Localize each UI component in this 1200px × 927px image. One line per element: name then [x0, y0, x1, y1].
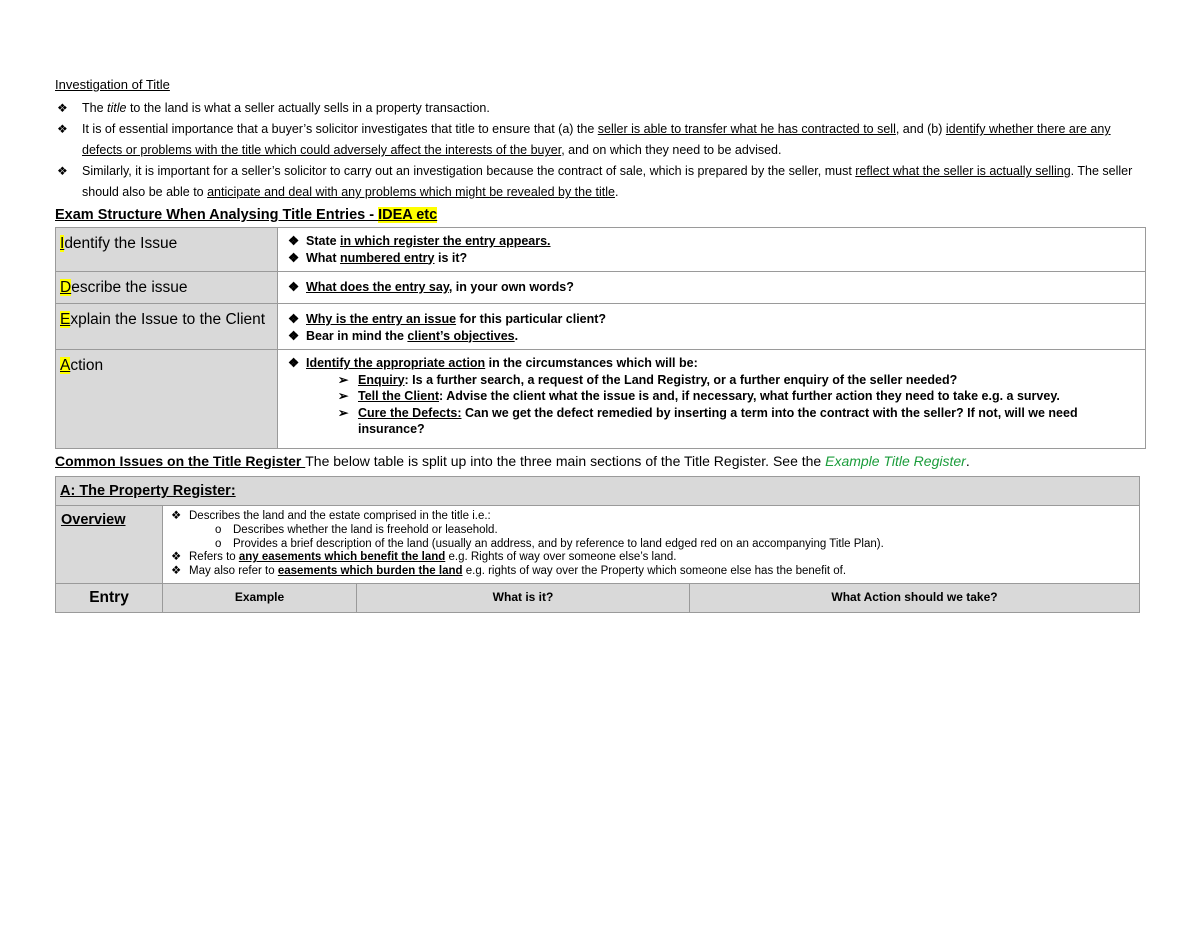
diamond-bullet-icon: ❖: [288, 356, 300, 370]
overview-content: ❖ Describes the land and the estate comprised in the title i.e.: o Describes whether the land is freehold or leasehold. o Provides a brief description of the land (usually an address, and by reference to land edged red on an accompanying Title Plan). ❖ Refers to any easements which benefit the land e.g. Rights of way over someone else’s land. ❖ May also refer to easements which burden the land e.g. rights of way over the Property which someone else has the benefit of.: [163, 506, 1140, 584]
investigation-title: Investigation of Title: [55, 77, 170, 92]
arrow-bullet-icon: ➢: [338, 389, 349, 403]
diamond-bullet-icon: ❖: [288, 250, 300, 265]
circle-bullet-icon: o: [215, 537, 222, 550]
overview-label: Overview: [56, 506, 163, 584]
column-header-action: What Action should we take?: [690, 583, 1140, 612]
property-register-header: A: The Property Register:: [56, 477, 1140, 506]
row-content-describe: ❖ What does the entry say, in your own words?: [278, 272, 1146, 304]
example-title-register-link[interactable]: Example Title Register: [825, 453, 966, 469]
table-row: [56, 272, 1146, 304]
bullet-item: ❖ It is of essential importance that a buyer’s solicitor investigates that title to ensure that (a) the seller is able to transfer what he has contracted to sell, and (b) identify whether there are any defects or problems with the title which could adversely affect the interests of the buyer, and on which they need to be advised.: [55, 119, 1147, 161]
row-content-explain: ❖ Why is the entry an issue for this particular client? ❖ Bear in mind the client’s objectives.: [278, 304, 1146, 350]
diamond-bullet-icon: ❖: [57, 122, 68, 136]
diamond-bullet-icon: ❖: [288, 328, 300, 343]
row-content-identify: ❖ State in which register the entry appears. ❖ What numbered entry is it?: [278, 228, 1146, 272]
document-page: [55, 76, 1147, 613]
row-label-describe: Describe the issue: [56, 272, 278, 304]
table-row: [56, 477, 1140, 506]
diamond-bullet-icon: ❖: [171, 551, 182, 564]
diamond-bullet-icon: ❖: [57, 164, 68, 178]
common-issues-line: Common Issues on the Title Register The below table is split up into the three main sections of the Title Register. See the Example Title Register.: [55, 453, 970, 469]
row-content-action: ❖ Identify the appropriate action in the circumstances which will be: ➢ Enquiry: Is a further search, a request of the Land Registry, or a further enquiry of the seller needed? ➢ Tell the Client: Advise the client what the issue is and, if necessary, what further action they need to take e.g. a survey. ➢ Cure the Defects: Can we get the defect remedied by inserting a term into the contract with the seller? If not, will we need insurance?: [278, 350, 1146, 449]
table-row: [56, 228, 1146, 272]
table-row: [56, 583, 1140, 612]
column-header-example: Example: [163, 583, 357, 612]
table-row: [56, 506, 1140, 584]
diamond-bullet-icon: ❖: [288, 312, 300, 326]
diamond-bullet-icon: ❖: [288, 280, 300, 294]
row-label-identify: Identify the Issue: [56, 228, 278, 272]
idea-table: [55, 227, 1146, 449]
row-label-explain: Explain the Issue to the Client: [56, 304, 278, 350]
diamond-bullet-icon: ❖: [57, 101, 68, 115]
table-row: [56, 350, 1146, 449]
exam-structure-title: Exam Structure When Analysing Title Entries - IDEA etc: [55, 207, 438, 223]
investigation-bullets: [55, 98, 1147, 203]
column-header-what: What is it?: [357, 583, 690, 612]
property-register-table: [55, 476, 1140, 613]
arrow-bullet-icon: ➢: [338, 405, 349, 420]
arrow-bullet-icon: ➢: [338, 372, 349, 387]
bullet-item: ❖ The title to the land is what a seller actually sells in a property transaction.: [55, 98, 1147, 119]
diamond-bullet-icon: ❖: [171, 565, 182, 578]
circle-bullet-icon: o: [215, 523, 222, 536]
table-row: [56, 304, 1146, 350]
row-label-action: Action: [56, 350, 278, 449]
entry-label: Entry: [56, 583, 163, 612]
diamond-bullet-icon: ❖: [288, 234, 300, 248]
diamond-bullet-icon: ❖: [171, 510, 182, 522]
bullet-item: ❖ Similarly, it is important for a seller’s solicitor to carry out an investigation because the contract of sale, which is prepared by the seller, must reflect what the seller is actually selling. The seller should also be able to anticipate and deal with any problems which might be revealed by the title.: [55, 161, 1147, 203]
